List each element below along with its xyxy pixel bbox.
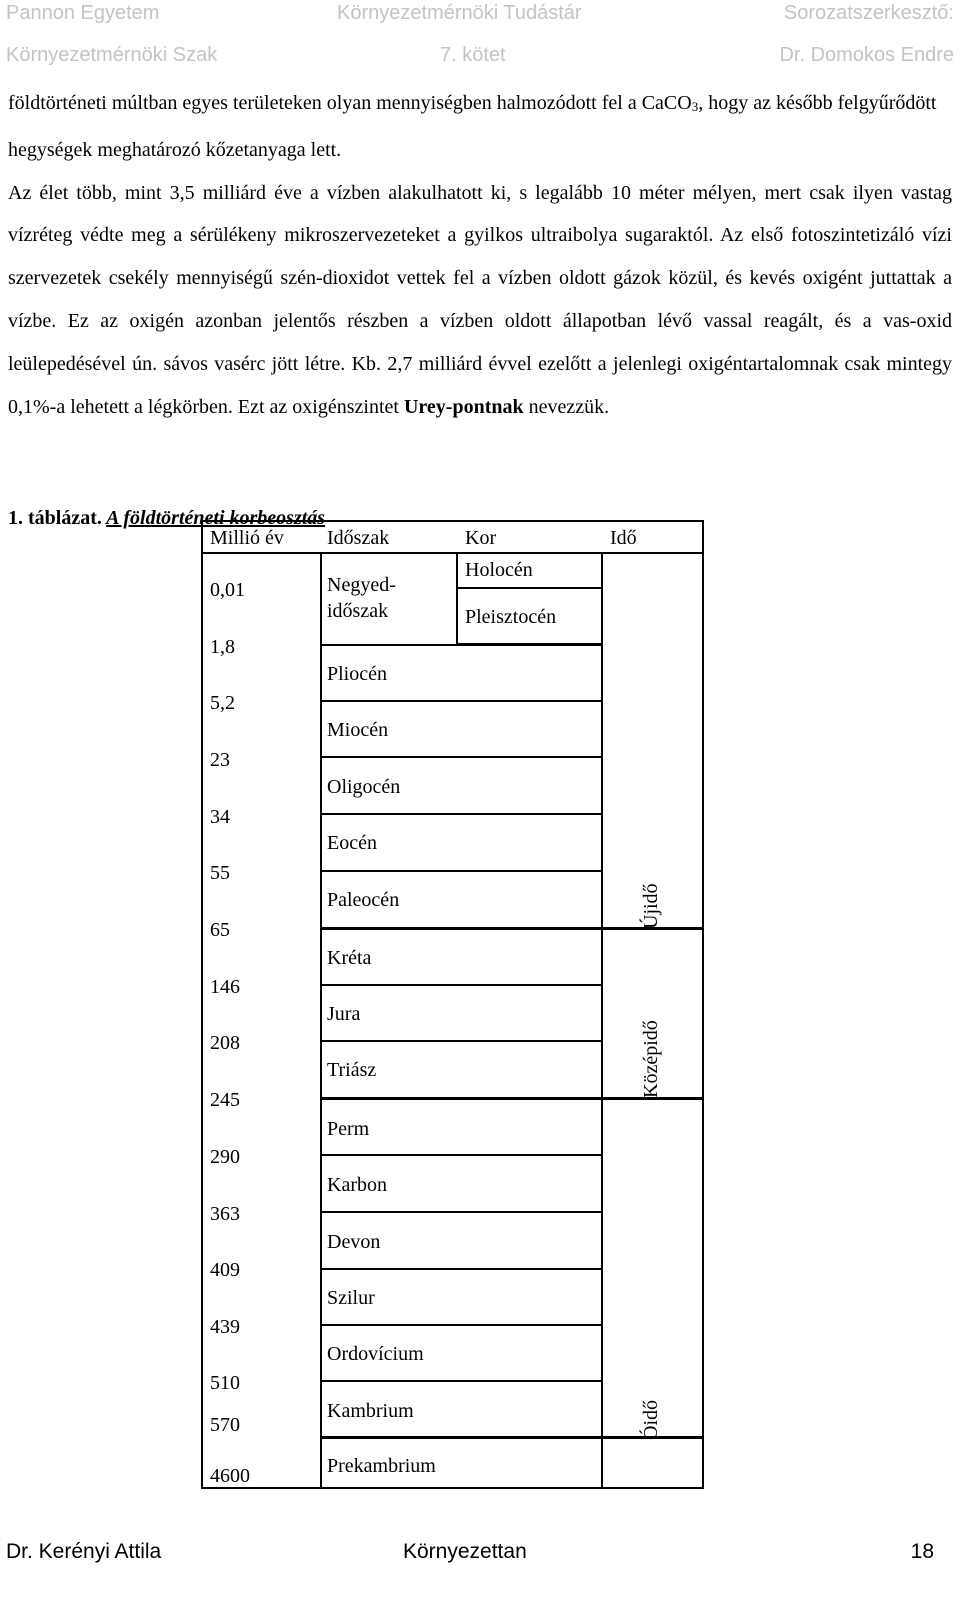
paragraph-2-text-a: Az élet több, mint 3,5 milliárd éve a vízben alakulhatott ki, s legalább 10 méter mélyen, mert csak ilyen vastag vízréteg védte meg a sérülékeny mikroszervezeteket a gyilkos ultraibolya sugaraktól. Az első fotoszintetizáló vízi szervezetek csekély mennyiségű szén-dioxidot vettek fel a vízben oldott gázok közül, és kevés oxigént juttattak a vízbe. Ez az oxigén azonban jelentős részben a vízben oldott állapotban lévő vassal reagált, és a vas-oxid leülepedésével ún. sávos vasérc jött létre. Kb. 2,7 milliárd évvel ezelőtt a jelenlegi oxigéntartalomnak csak mintegy 0,1%-a lehetett a légkörben. Ezt az oxigénszintet [8,181,952,418]
paragraph-2 [8,172,952,429]
rule-jura [320,1040,601,1042]
subscript-3: 3 [691,99,699,114]
myr-34: 34 [210,806,230,828]
geologic-timescale-table [201,520,704,1489]
myr-146: 146 [210,976,240,998]
header-editor-name: Dr. Domokos Endre [779,44,954,66]
rule-szilur [320,1324,601,1326]
unit-kreta: Kréta [327,947,372,969]
rule-kreta [320,984,601,986]
unit-devon: Devon [327,1231,381,1253]
rule-holocene [456,587,601,589]
column-header-million-years: Millió év [210,527,284,549]
unit-pliocene: Pliocén [327,663,387,685]
rule-oligocene [320,813,601,815]
myr-23: 23 [210,749,230,771]
myr-5-2: 5,2 [210,692,235,714]
myr-1-8: 1,8 [210,636,235,658]
unit-ordovicium: Ordovícium [327,1343,424,1365]
rule-quaternary [320,644,601,646]
rule-devon [320,1268,601,1270]
term-urey-pont: Urey-pontnak [403,395,524,418]
col-rule-2-quaternary [456,552,458,644]
header-volume: 7. kötet [440,44,506,66]
paragraph-2-text-c: nevezzük. [523,395,610,418]
body-text [8,82,952,428]
unit-eocene: Eocén [327,832,377,854]
unit-szilur: Szilur [327,1287,375,1309]
rule-ordovicium [320,1380,601,1382]
era-oido: Óidő [640,1400,662,1440]
col-rule-3 [601,552,603,1489]
column-header-period: Időszak [327,527,390,549]
unit-oligocene: Oligocén [327,776,401,798]
myr-570: 570 [210,1414,240,1436]
era-kozepido: Középidő [640,1020,662,1098]
era-ujido: Újidő [640,883,662,929]
table-caption-number: 1. táblázat. [8,507,102,529]
rule-pliocene [320,700,601,702]
unit-karbon: Karbon [327,1174,387,1196]
header-program: Környezetmérnöki Szak [6,44,218,66]
myr-439: 439 [210,1316,240,1338]
myr-363: 363 [210,1203,240,1225]
header-rule [203,552,702,554]
column-header-era: Idő [610,527,637,549]
epoch-holocene: Holocén [465,559,533,581]
period-quaternary-line-2: időszak [327,600,389,622]
myr-55: 55 [210,862,230,884]
paragraph-1-text-b: , hogy az később felgyűrődött hegységek meghatározó kőzetanyaga lett. [8,92,937,161]
myr-245: 245 [210,1089,240,1111]
header-institution: Pannon Egyetem [6,2,160,24]
header-series-title: Környezetmérnöki Tudástár [337,2,582,24]
unit-paleocene: Paleocén [327,889,400,911]
running-header-row-2 [0,42,960,86]
rule-miocene [320,756,601,758]
rule-perm [320,1154,601,1156]
rule-karbon [320,1211,601,1213]
footer-author: Dr. Kerényi Attila [6,1540,162,1563]
rule-eocene [320,870,601,872]
myr-409: 409 [210,1259,240,1281]
col-rule-1 [320,552,322,1489]
myr-65: 65 [210,919,230,941]
unit-jura: Jura [327,1003,361,1025]
unit-triasz: Triász [327,1059,377,1081]
paragraph-1-text-a: földtörténeti múltban egyes területeken olyan mennyiségben halmozódott fel a CaCO [8,92,692,114]
footer-page-number: 18 [910,1540,934,1563]
footer-book-title: Környezettan [403,1540,527,1563]
unit-perm: Perm [327,1118,370,1140]
table-caption-title: A földtörténeti korbeosztás [106,507,326,529]
myr-0-01: 0,01 [210,579,245,601]
unit-prekambrium: Prekambrium [327,1455,436,1477]
period-quaternary-line-1: Negyed- [327,574,396,596]
myr-290: 290 [210,1146,240,1168]
myr-208: 208 [210,1032,240,1054]
unit-miocene: Miocén [327,719,389,741]
running-header-row-1 [0,0,960,44]
header-editor-label: Sorozatszerkesztő: [783,2,954,24]
myr-510: 510 [210,1372,240,1394]
unit-kambrium: Kambrium [327,1400,414,1422]
page-footer [0,1538,960,1568]
epoch-pleistocene: Pleisztocén [465,606,557,628]
column-header-epoch: Kor [465,527,497,549]
myr-4600: 4600 [210,1465,250,1487]
paragraph-1 [8,82,952,172]
